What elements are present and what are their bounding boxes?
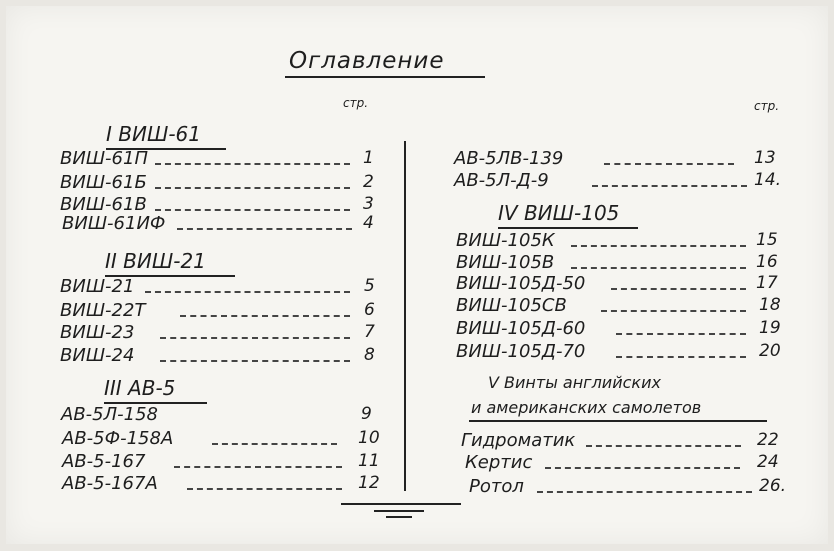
section-heading: III АВ-5 <box>104 376 175 400</box>
entry-page: 2 <box>363 172 374 192</box>
dot-leader <box>571 267 746 269</box>
toc-entry <box>456 273 786 295</box>
dot-leader <box>155 163 350 165</box>
toc-entry <box>61 404 381 426</box>
entry-page: 5 <box>364 276 375 296</box>
toc-entry <box>60 300 380 322</box>
entry-page: 16 <box>756 252 778 272</box>
entry-page: 18 <box>759 295 781 315</box>
entry-page: 7 <box>364 322 375 342</box>
toc-entry <box>469 476 799 498</box>
title-underline <box>285 76 485 78</box>
dot-leader <box>545 467 740 469</box>
document-page <box>6 6 828 544</box>
entry-page: 26. <box>759 476 787 496</box>
entry-page: 9 <box>361 404 372 424</box>
entry-name: ВИШ-105Д-60 <box>456 318 586 339</box>
entry-name: ВИШ-105СВ <box>456 295 567 316</box>
toc-entry <box>461 430 791 452</box>
section-heading: V Винты английских <box>488 373 661 392</box>
dot-leader <box>160 360 350 362</box>
entry-page: 3 <box>363 194 374 214</box>
entry-page: 4 <box>363 213 374 233</box>
divider-base-line <box>386 516 412 518</box>
dot-leader <box>212 443 337 445</box>
dot-leader <box>537 491 752 493</box>
toc-entry <box>454 148 784 170</box>
entry-name: ВИШ-61П <box>60 148 148 169</box>
entry-name: ВИШ-23 <box>60 322 135 343</box>
page-title: Оглавление <box>289 48 445 74</box>
entry-page: 12 <box>358 473 380 493</box>
dot-leader <box>155 187 350 189</box>
entry-name: ВИШ-61ИФ <box>62 213 166 234</box>
entry-page: 6 <box>364 300 375 320</box>
entry-name: ВИШ-21 <box>60 276 135 297</box>
entry-page: 1 <box>363 148 374 168</box>
toc-entry <box>62 451 392 473</box>
entry-name: ВИШ-24 <box>60 345 135 366</box>
section-underline <box>469 420 767 422</box>
entry-name: ВИШ-61Б <box>60 172 147 193</box>
section-heading-continued: и американских самолетов <box>471 398 702 417</box>
toc-entry <box>456 230 786 252</box>
toc-entry <box>456 341 786 363</box>
toc-entry <box>60 148 380 170</box>
entry-name: ВИШ-105К <box>456 230 555 251</box>
dot-leader <box>180 315 350 317</box>
entry-name: ВИШ-61В <box>60 194 147 215</box>
toc-entry <box>465 452 795 474</box>
entry-page: 13 <box>754 148 776 168</box>
entry-page: 24 <box>757 452 779 472</box>
dot-leader <box>187 488 342 490</box>
column-divider <box>404 141 406 491</box>
dot-leader <box>592 185 747 187</box>
entry-name: ВИШ-22Т <box>60 300 146 321</box>
entry-page: 15 <box>756 230 778 250</box>
dot-leader <box>160 337 350 339</box>
toc-entry <box>60 276 380 298</box>
toc-entry <box>60 172 380 194</box>
toc-entry <box>456 252 786 274</box>
entry-page: 22 <box>757 430 779 450</box>
dot-leader <box>174 466 342 468</box>
entry-name: АВ-5-167А <box>62 473 158 494</box>
dot-leader <box>616 333 746 335</box>
toc-entry <box>456 295 786 317</box>
entry-page: 20 <box>759 341 781 361</box>
dot-leader <box>611 288 746 290</box>
entry-name: Ротол <box>469 476 524 497</box>
page-column-label-left: стр. <box>343 96 369 110</box>
section-heading: I ВИШ-61 <box>106 122 201 146</box>
divider-base-line <box>374 510 424 512</box>
dot-leader <box>571 245 746 247</box>
toc-entry <box>62 428 392 450</box>
entry-name: ВИШ-105Д-70 <box>456 341 586 362</box>
section-heading: II ВИШ-21 <box>105 249 206 273</box>
toc-entry <box>456 318 786 340</box>
dot-leader <box>601 310 746 312</box>
dot-leader <box>177 228 352 230</box>
dot-leader <box>604 163 734 165</box>
entry-name: АВ-5Л-158 <box>61 404 158 425</box>
dot-leader <box>145 291 350 293</box>
entry-name: ВИШ-105В <box>456 252 555 273</box>
entry-name: АВ-5ЛВ-139 <box>454 148 564 169</box>
toc-entry <box>60 322 380 344</box>
entry-page: 14. <box>754 170 782 190</box>
toc-entry <box>60 345 380 367</box>
entry-page: 11 <box>358 451 380 471</box>
dot-leader <box>616 356 746 358</box>
toc-entry <box>454 170 784 192</box>
page-column-label-right: стр. <box>754 99 780 113</box>
entry-page: 10 <box>358 428 380 448</box>
entry-name: АВ-5Ф-158А <box>62 428 174 449</box>
entry-page: 8 <box>364 345 375 365</box>
entry-page: 17 <box>756 273 778 293</box>
entry-name: Кертис <box>465 452 533 473</box>
dot-leader <box>586 445 741 447</box>
toc-entry <box>62 473 392 495</box>
entry-name: ВИШ-105Д-50 <box>456 273 586 294</box>
divider-base-line <box>341 503 461 505</box>
entry-name: Гидроматик <box>461 430 576 451</box>
entry-page: 19 <box>759 318 781 338</box>
section-heading: IV ВИШ-105 <box>498 201 619 225</box>
dot-leader <box>155 209 350 211</box>
entry-name: АВ-5Л-Д-9 <box>454 170 549 191</box>
entry-name: АВ-5-167 <box>62 451 146 472</box>
toc-entry <box>62 213 382 235</box>
